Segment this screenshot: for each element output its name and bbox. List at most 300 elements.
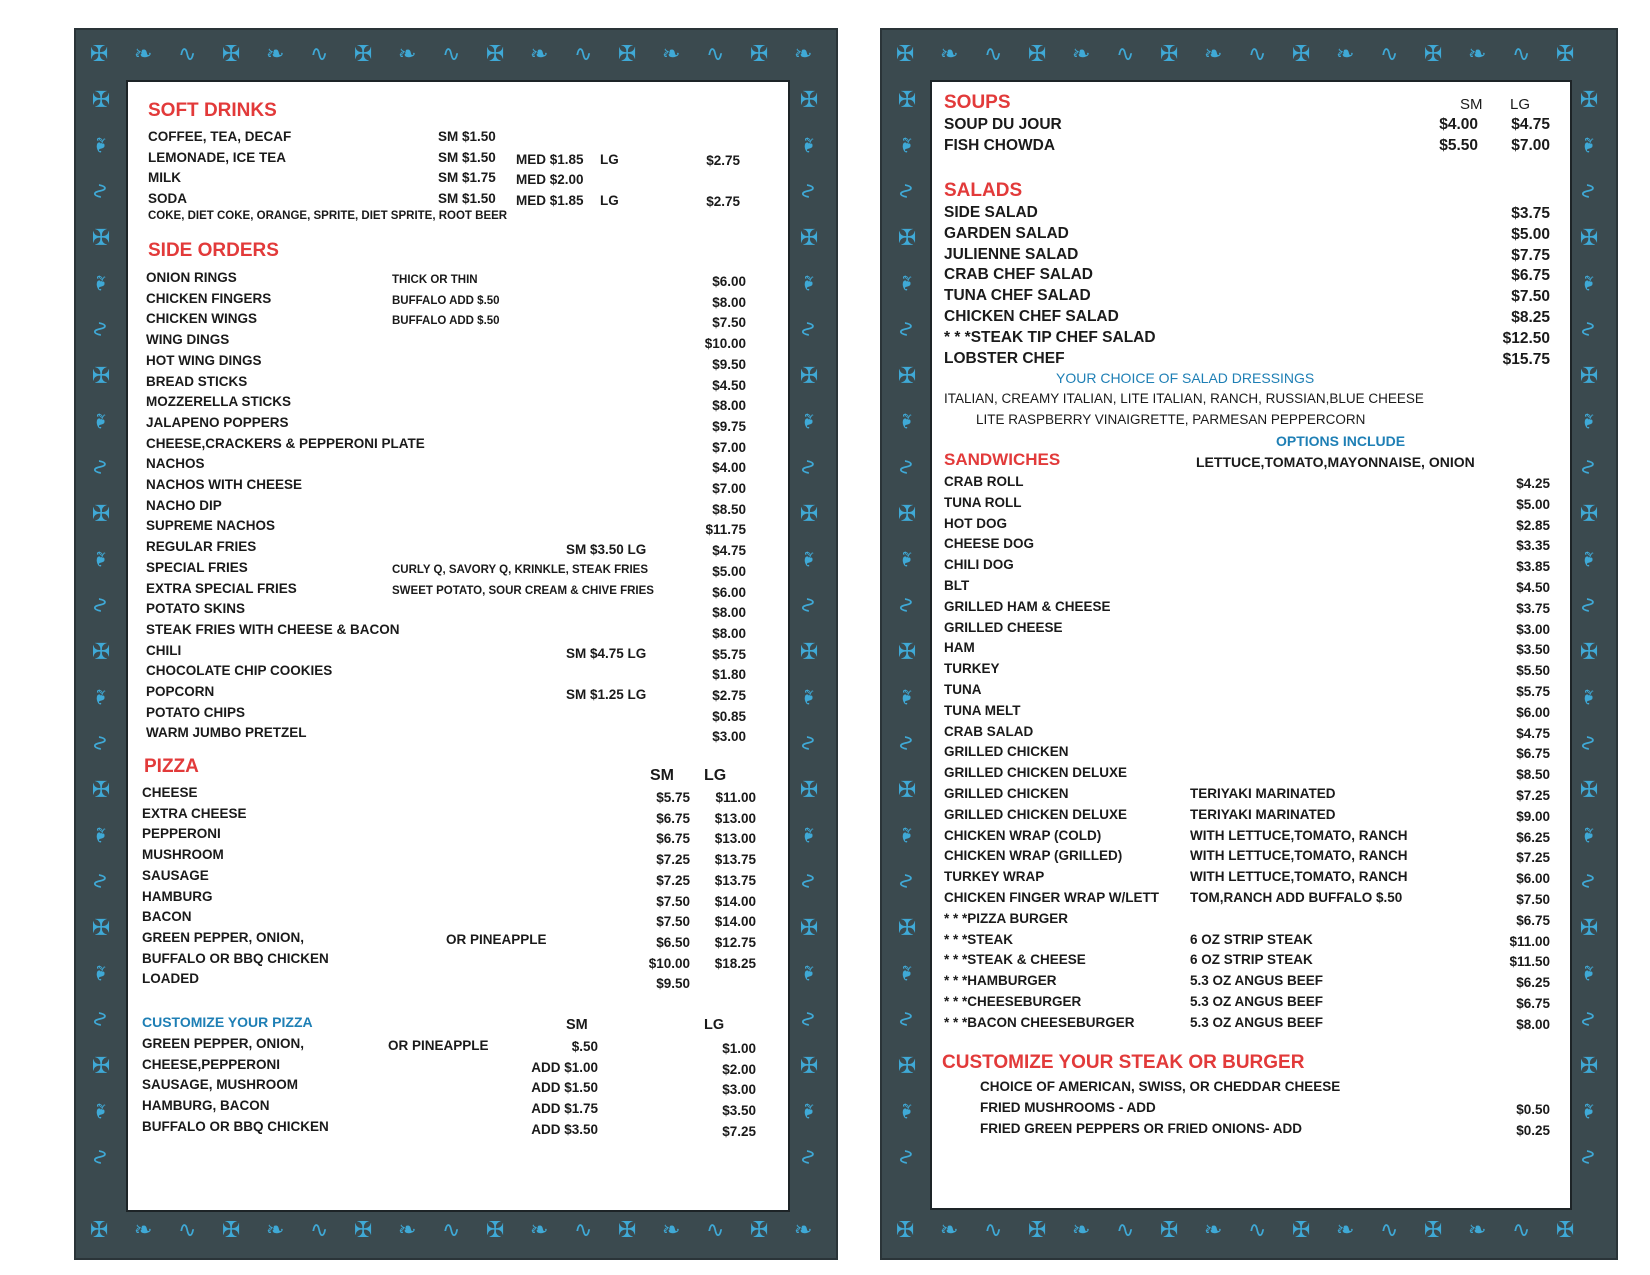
- menu-item-price-lg: $14.00: [714, 893, 756, 909]
- menu-item-price: $3.00: [712, 729, 746, 745]
- menu-item-price-sm: $6.75: [656, 831, 690, 847]
- menu-item-price-sm: ADD $3.50: [531, 1121, 598, 1137]
- menu-item-price: $8.50: [712, 501, 746, 517]
- ornament-icon: ∿: [178, 42, 197, 67]
- ornament-icon: ❧: [134, 42, 153, 67]
- ornament-icon: ✠: [795, 365, 821, 385]
- menu-item-note: SWEET POTATO, SOUR CREAM & CHIVE FRIES: [392, 584, 654, 597]
- ornament-icon: ❧: [1336, 42, 1355, 67]
- menu-item-note: WITH LETTUCE,TOMATO, RANCH: [1190, 869, 1408, 885]
- menu-page-left: [74, 28, 838, 1260]
- ornament-icon: ❧: [87, 135, 113, 155]
- menu-item-price-sm: SM $1.50: [438, 129, 496, 144]
- menu-item-name: GRILLED HAM & CHEESE: [944, 598, 1111, 614]
- ornament-icon: ∿: [574, 1218, 593, 1243]
- ornament-icon: ❧: [893, 825, 919, 845]
- menu-item-price: $4.00: [712, 460, 746, 476]
- menu-item-price: $12.50: [1502, 329, 1550, 347]
- menu-item-name: GRILLED CHEESE: [944, 619, 1063, 635]
- menu-item-name: PEPPERONI: [142, 826, 221, 842]
- menu-item-price: $8.00: [712, 605, 746, 621]
- ornament-icon: ✠: [1575, 779, 1601, 799]
- ornament-icon: ❧: [134, 1218, 153, 1243]
- menu-item-name: * * *HAMBURGER: [944, 973, 1057, 989]
- ornament-icon: ✠: [222, 42, 241, 67]
- menu-item-name: CRAB ROLL: [944, 474, 1024, 489]
- menu-item-name: MOZZERELLA STICKS: [146, 394, 291, 410]
- ornament-icon: ❧: [940, 1218, 959, 1243]
- ornament-icon: ❧: [1468, 1218, 1487, 1243]
- ornament-icon: ❧: [1575, 135, 1601, 155]
- menu-item-name: SAUSAGE: [142, 867, 209, 883]
- ornament-icon: ✠: [486, 1218, 505, 1243]
- menu-item-name: WING DINGS: [146, 332, 230, 348]
- menu-item-name: SOUP DU JOUR: [944, 116, 1062, 133]
- ornament-icon: ✠: [87, 89, 113, 109]
- ornament-icon: ✠: [354, 1218, 373, 1243]
- ornament-icon: ✠: [87, 779, 113, 799]
- ornament-icon: ❧: [893, 963, 919, 983]
- ornament-icon: ✠: [1556, 1218, 1575, 1243]
- ornament-icon: ∿: [1248, 42, 1267, 67]
- menu-item-price: $15.75: [1502, 350, 1550, 368]
- ornament-icon: ❧: [893, 1101, 919, 1121]
- menu-item-price-lg: $1.00: [722, 1041, 756, 1056]
- menu-item-name: CHILI: [146, 642, 182, 658]
- menu-item-price: $3.75: [1511, 205, 1550, 222]
- menu-item-size-prices: SM $4.75 LG: [566, 645, 647, 661]
- menu-item-name: SPECIAL FRIES: [146, 559, 248, 575]
- ornament-icon: ∿: [1575, 733, 1601, 753]
- ornament-icon: ✠: [795, 779, 821, 799]
- menu-item-price: $6.00: [712, 274, 746, 289]
- menu-item-price: $9.75: [712, 418, 746, 434]
- menu-item-name: GREEN PEPPER, ONION,: [142, 929, 305, 945]
- menu-item-price-lg: $11.00: [715, 790, 756, 805]
- menu-item-note: WITH LETTUCE,TOMATO, RANCH: [1190, 848, 1408, 864]
- menu-item-name: LOBSTER CHEF: [944, 349, 1065, 367]
- ornament-icon: ✠: [90, 42, 109, 67]
- ornament-icon: ❧: [1336, 1218, 1355, 1243]
- menu-item-note: WITH LETTUCE,TOMATO, RANCH: [1190, 827, 1408, 843]
- menu-item-price: $6.00: [1516, 704, 1550, 720]
- menu-item-name: EXTRA CHEESE: [142, 805, 247, 821]
- ornament-icon: ✠: [222, 1218, 241, 1243]
- ornament-icon: ∿: [1512, 42, 1531, 67]
- ornament-icon: ✠: [618, 1218, 637, 1243]
- menu-item-name: CHOICE OF AMERICAN, SWISS, OR CHEDDAR CHEESE: [980, 1079, 1341, 1094]
- menu-item-price: $11.75: [705, 522, 746, 538]
- menu-item-price: $7.00: [712, 439, 746, 455]
- ornament-icon: ✠: [1424, 1218, 1443, 1243]
- ornament-icon: ∿: [795, 1009, 821, 1029]
- ornament-icon: ✠: [896, 42, 915, 67]
- menu-item-name: HAM: [944, 640, 975, 656]
- menu-item-price: $4.50: [712, 377, 746, 393]
- menu-item-price: $6.75: [1516, 746, 1550, 762]
- menu-item-name: EXTRA SPECIAL FRIES: [146, 580, 297, 596]
- ornament-icon: ✠: [87, 1055, 113, 1075]
- ornament-icon: ✠: [795, 641, 821, 661]
- menu-item-price: $11.50: [1509, 954, 1550, 970]
- ornament-icon: ∿: [795, 181, 821, 201]
- ornament-icon: ∿: [893, 733, 919, 753]
- salads-heading: SALADS: [944, 180, 1023, 201]
- ornament-icon: ✠: [893, 227, 919, 247]
- ornament-icon: ∿: [310, 42, 329, 67]
- ornament-icon: ❧: [940, 42, 959, 67]
- ornament-icon: ❧: [266, 42, 285, 67]
- ornament-icon: ❧: [1575, 1101, 1601, 1121]
- menu-item-price-sm: $7.25: [656, 872, 690, 888]
- ornament-icon: ❧: [795, 273, 821, 293]
- menu-item-note: TERIYAKI MARINATED: [1190, 786, 1336, 801]
- ornament-icon: ✠: [1575, 1055, 1601, 1075]
- menu-item-note: 5.3 OZ ANGUS BEEF: [1190, 1014, 1324, 1030]
- menu-item-price-sm: SM $1.50: [438, 191, 496, 207]
- ornament-icon: ✠: [1160, 42, 1179, 67]
- ornament-icon: ❧: [893, 411, 919, 431]
- ornament-icon: ∿: [87, 1009, 113, 1029]
- menu-item-note: TOM,RANCH ADD BUFFALO $.50: [1190, 890, 1403, 905]
- ornament-icon: ❧: [893, 549, 919, 569]
- menu-item-price: $8.50: [1516, 767, 1550, 783]
- menu-item-price: $2.75: [706, 152, 740, 168]
- menu-item-price: $0.25: [1516, 1122, 1550, 1138]
- ornament-icon: ❧: [795, 549, 821, 569]
- ornament-icon: ❧: [87, 1101, 113, 1121]
- menu-content-left: [126, 80, 790, 1212]
- menu-item-name: FRIED GREEN PEPPERS OR FRIED ONIONS- ADD: [980, 1120, 1303, 1136]
- ornament-icon: ❧: [87, 273, 113, 293]
- menu-item-note: BUFFALO ADD $.50: [392, 294, 500, 307]
- ornament-icon: ✠: [486, 42, 505, 67]
- ornament-icon: ✠: [893, 1055, 919, 1075]
- ornament-icon: ∿: [1380, 42, 1399, 67]
- ornament-icon: ✠: [1028, 42, 1047, 67]
- menu-item-name: SODA: [148, 191, 188, 207]
- menu-item-name: GRILLED CHICKEN DELUXE: [944, 765, 1128, 781]
- ornament-icon: ∿: [87, 1147, 113, 1167]
- menu-item-note: 5.3 OZ ANGUS BEEF: [1190, 973, 1324, 989]
- ornament-icon: ❧: [87, 825, 113, 845]
- menu-item-price-sm: $5.50: [1439, 137, 1478, 154]
- ornament-icon: ∿: [1380, 1218, 1399, 1243]
- ornament-icon: ∿: [1575, 457, 1601, 477]
- ornament-icon: ✠: [1292, 42, 1311, 67]
- menu-item-price-lg: $3.50: [722, 1103, 756, 1119]
- menu-item-price-lg: $3.00: [722, 1082, 756, 1098]
- menu-item-price: $3.50: [1516, 642, 1550, 658]
- menu-item-price-lg: $13.75: [714, 852, 756, 868]
- menu-item-name: CHICKEN WRAP (COLD): [944, 827, 1102, 843]
- menu-item-name: HOT DOG: [944, 515, 1007, 531]
- menu-item-price-sm: $5.75: [656, 790, 690, 805]
- ornament-icon: ✠: [750, 42, 769, 67]
- menu-item-price: $6.75: [1511, 267, 1550, 285]
- menu-item-price: $7.25: [1516, 850, 1550, 866]
- menu-item-name: WARM JUMBO PRETZEL: [146, 725, 307, 741]
- menu-item-price: $5.00: [712, 563, 746, 579]
- ornament-icon: ∿: [1248, 1218, 1267, 1243]
- menu-item-note: 6 OZ STRIP STEAK: [1190, 952, 1313, 968]
- ornament-icon: ∿: [574, 42, 593, 67]
- ornament-icon: ∿: [795, 871, 821, 891]
- menu-item-price: $5.00: [1516, 496, 1550, 512]
- menu-item-price-med: MED $1.85: [516, 193, 584, 209]
- ornament-icon: ∿: [795, 733, 821, 753]
- menu-item-name: LEMONADE, ICE TEA: [148, 149, 287, 165]
- ornament-icon: ❧: [1468, 42, 1487, 67]
- ornament-icon: ✠: [90, 1218, 109, 1243]
- menu-item-price: $7.50: [712, 315, 746, 331]
- menu-item-name: JULIENNE SALAD: [944, 245, 1079, 263]
- ornament-icon: ∿: [87, 733, 113, 753]
- menu-item-name: * * *STEAK TIP CHEF SALAD: [944, 328, 1156, 346]
- ornament-icon: ∿: [87, 319, 113, 339]
- salad-dressings-heading: YOUR CHOICE OF SALAD DRESSINGS: [1056, 370, 1315, 386]
- menu-item-note: THICK OR THIN: [392, 274, 478, 286]
- menu-item-price: $8.25: [1511, 309, 1550, 326]
- ornament-icon: ∿: [442, 1218, 461, 1243]
- menu-item-price: $4.75: [712, 543, 746, 559]
- menu-item-name: HAMBURG, BACON: [142, 1098, 270, 1114]
- menu-item-price-sm: $7.50: [656, 914, 690, 930]
- ornament-icon: ✠: [87, 503, 113, 523]
- ornament-icon: ❧: [1575, 411, 1601, 431]
- ornament-icon: ❧: [1072, 42, 1091, 67]
- ornament-icon: ❧: [530, 42, 549, 67]
- soft-drinks-heading: SOFT DRINKS: [148, 100, 277, 121]
- menu-item-price: $6.25: [1516, 829, 1550, 845]
- menu-item-note: 5.3 OZ ANGUS BEEF: [1190, 994, 1324, 1009]
- menu-item-price: $10.00: [704, 336, 746, 352]
- ornament-icon: ❧: [266, 1218, 285, 1243]
- menu-item-price: $4.50: [1516, 580, 1550, 595]
- customize-sm-header: SM: [566, 1017, 588, 1033]
- ornament-icon: ✠: [795, 917, 821, 937]
- menu-item-price: $3.85: [1516, 559, 1550, 575]
- menu-item-name: TUNA CHEF SALAD: [944, 287, 1091, 305]
- ornament-icon: ∿: [1575, 181, 1601, 201]
- menu-item-price: $4.75: [1516, 725, 1550, 741]
- menu-item-name: SAUSAGE, MUSHROOM: [142, 1077, 299, 1093]
- menu-item-name: POPCORN: [146, 684, 215, 699]
- menu-item-name: CHICKEN FINGER WRAP W/LETT: [944, 890, 1159, 905]
- menu-item-name: HOT WING DINGS: [146, 352, 262, 368]
- ornament-icon: ✠: [1575, 89, 1601, 109]
- menu-item-name: TUNA: [944, 682, 982, 697]
- ornament-icon: ∿: [178, 1218, 197, 1243]
- ornament-icon: ❧: [794, 1218, 813, 1243]
- menu-item-note: OR PINEAPPLE: [388, 1038, 489, 1053]
- ornament-icon: ✠: [1292, 1218, 1311, 1243]
- ornament-icon: ❧: [893, 273, 919, 293]
- soups-sm-header: SM: [1460, 96, 1483, 113]
- menu-item-name: MILK: [148, 170, 181, 186]
- ornament-icon: ∿: [1512, 1218, 1531, 1243]
- menu-item-name: CHEESE: [142, 785, 198, 800]
- ornament-icon: ❧: [795, 963, 821, 983]
- ornament-icon: ❧: [1575, 273, 1601, 293]
- menu-item-name: TURKEY: [944, 661, 1000, 677]
- menu-item-price-lg: $13.00: [714, 810, 756, 826]
- menu-item-name: GRILLED CHICKEN: [944, 786, 1069, 801]
- menu-item-name: BREAD STICKS: [146, 373, 248, 389]
- menu-item-price-sm: $7.25: [656, 852, 690, 868]
- menu-item-name: SUPREME NACHOS: [146, 518, 276, 534]
- salad-dressings-line-1: ITALIAN, CREAMY ITALIAN, LITE ITALIAN, RANCH, RUSSIAN,BLUE CHEESE: [944, 391, 1424, 406]
- menu-item-name: JALAPENO POPPERS: [146, 414, 289, 430]
- ornament-icon: ∿: [984, 42, 1003, 67]
- ornament-icon: ∿: [1575, 1147, 1601, 1167]
- menu-item-name: * * *PIZZA BURGER: [944, 910, 1069, 926]
- ornament-icon: ❧: [795, 1101, 821, 1121]
- menu-item-size-prices: SM $3.50 LG: [566, 542, 647, 558]
- ornament-icon: ✠: [1575, 503, 1601, 523]
- menu-item-price-sm: SM $1.75: [438, 170, 496, 186]
- customize-steak-heading: CUSTOMIZE YOUR STEAK OR BURGER: [942, 1052, 1305, 1073]
- menu-item-name: CHICKEN CHEF SALAD: [944, 308, 1119, 325]
- menu-item-price: $1.80: [712, 667, 746, 683]
- menu-item-price: $3.35: [1516, 538, 1550, 554]
- ornament-icon: ✠: [87, 365, 113, 385]
- menu-item-price: $8.00: [712, 294, 746, 310]
- menu-item-price-sm: $9.50: [656, 976, 690, 992]
- menu-item-name: CHILI DOG: [944, 557, 1014, 573]
- menu-item-name: STEAK FRIES WITH CHEESE & BACON: [146, 621, 400, 637]
- menu-item-price-sm: $.50: [571, 1039, 598, 1054]
- ornament-icon: ✠: [795, 503, 821, 523]
- menu-item-price: $9.50: [712, 356, 746, 372]
- menu-item-name: ONION RINGS: [146, 270, 237, 285]
- menu-item-note: 6 OZ STRIP STEAK: [1190, 931, 1313, 947]
- menu-item-price: $2.75: [712, 688, 746, 703]
- menu-item-size-prices: SM $1.25 LG: [566, 687, 647, 702]
- ornament-icon: ❧: [662, 1218, 681, 1243]
- menu-item-name: BACON: [142, 909, 192, 925]
- ornament-icon: ✠: [893, 641, 919, 661]
- ornament-icon: ✠: [893, 89, 919, 109]
- menu-item-price-sm: $6.75: [656, 810, 690, 826]
- menu-item-lg-label: LG: [600, 193, 619, 209]
- menu-item-price: $2.85: [1516, 517, 1550, 533]
- menu-item-note: BUFFALO ADD $.50: [392, 315, 500, 328]
- menu-item-note: TERIYAKI MARINATED: [1190, 806, 1336, 822]
- menu-item-name: CHOCOLATE CHIP COOKIES: [146, 663, 333, 679]
- ornament-icon: ❧: [87, 963, 113, 983]
- menu-item-price-sm: $6.50: [656, 934, 690, 950]
- ornament-icon: ❧: [794, 42, 813, 67]
- pizza-sm-header: SM: [650, 767, 674, 784]
- menu-item-name: BUFFALO OR BBQ CHICKEN: [142, 1118, 329, 1134]
- customize-lg-header: LG: [704, 1017, 725, 1033]
- ornament-icon: ∿: [893, 319, 919, 339]
- menu-content-right: [930, 80, 1572, 1210]
- ornament-icon: ✠: [893, 917, 919, 937]
- menu-item-name: BLT: [944, 578, 970, 593]
- ornament-icon: ✠: [1575, 641, 1601, 661]
- menu-item-price-lg: $2.00: [722, 1061, 756, 1077]
- menu-item-price: $6.00: [1516, 871, 1550, 887]
- menu-item-name: * * *STEAK: [944, 931, 1014, 947]
- ornament-icon: ❧: [795, 135, 821, 155]
- menu-item-price: $5.50: [1516, 663, 1550, 679]
- menu-item-price: $0.85: [712, 708, 746, 724]
- menu-item-price: $6.25: [1516, 975, 1550, 991]
- ornament-icon: ✠: [1160, 1218, 1179, 1243]
- ornament-icon: ❧: [893, 687, 919, 707]
- menu-item-price-sm: ADD $1.75: [531, 1101, 598, 1117]
- options-include-heading: OPTIONS INCLUDE: [1276, 433, 1406, 449]
- ornament-icon: ✠: [1556, 42, 1575, 67]
- menu-page-right: [880, 28, 1618, 1260]
- menu-item-name: * * *BACON CHEESEBURGER: [944, 1014, 1135, 1030]
- ornament-icon: ❧: [398, 1218, 417, 1243]
- menu-item-price: $8.00: [712, 398, 746, 414]
- menu-item-name: SIDE SALAD: [944, 204, 1038, 221]
- ornament-icon: ✠: [795, 89, 821, 109]
- ornament-icon: ❧: [893, 135, 919, 155]
- menu-item-price: $4.25: [1516, 476, 1550, 491]
- menu-item-name: TUNA MELT: [944, 702, 1021, 718]
- ornament-icon: ✠: [1424, 42, 1443, 67]
- menu-item-name: CHEESE,PEPPERONI: [142, 1056, 281, 1072]
- menu-item-name: BUFFALO OR BBQ CHICKEN: [142, 950, 329, 966]
- ornament-icon: ❧: [795, 825, 821, 845]
- ornament-icon: ∿: [795, 457, 821, 477]
- menu-item-price: $11.00: [1509, 933, 1550, 949]
- ornament-icon: ∿: [893, 181, 919, 201]
- ornament-icon: ∿: [893, 457, 919, 477]
- menu-item-name: TUNA ROLL: [944, 494, 1022, 510]
- menu-item-price: $2.75: [706, 194, 740, 210]
- salad-dressings-line-2: LITE RASPBERRY VINAIGRETTE, PARMESAN PEPPERCORN: [976, 412, 1366, 427]
- ornament-icon: ∿: [1575, 319, 1601, 339]
- menu-item-name: CRAB CHEF SALAD: [944, 266, 1093, 284]
- menu-item-price: $6.75: [1516, 996, 1550, 1011]
- menu-item-price: $5.75: [712, 646, 746, 662]
- ornament-icon: ❧: [795, 411, 821, 431]
- ornament-icon: ∿: [795, 319, 821, 339]
- customize-pizza-heading: CUSTOMIZE YOUR PIZZA: [142, 1014, 313, 1030]
- menu-item-name: REGULAR FRIES: [146, 539, 257, 555]
- menu-item-price: $8.00: [712, 625, 746, 641]
- ornament-icon: ∿: [795, 1147, 821, 1167]
- menu-item-name: CHEESE DOG: [944, 536, 1035, 552]
- menu-item-lg-label: LG: [600, 151, 619, 167]
- ornament-icon: ∿: [87, 871, 113, 891]
- menu-item-name: * * *STEAK & CHEESE: [944, 952, 1086, 968]
- ornament-icon: ✠: [1028, 1218, 1047, 1243]
- menu-item-price-lg: $13.00: [714, 831, 756, 847]
- ornament-icon: ❧: [530, 1218, 549, 1243]
- menu-item-price-med: MED $1.85: [516, 151, 584, 167]
- menu-item-price-lg: $18.25: [714, 955, 756, 971]
- menu-item-name: * * *CHEESEBURGER: [944, 994, 1082, 1009]
- menu-item-name: FRIED MUSHROOMS - ADD: [980, 1099, 1156, 1115]
- ornament-icon: ∿: [1116, 42, 1135, 67]
- ornament-icon: ✠: [893, 779, 919, 799]
- menu-item-name: GREEN PEPPER, ONION,: [142, 1036, 305, 1051]
- soda-flavors-note: COKE, DIET COKE, ORANGE, SPRITE, DIET SPRITE, ROOT BEER: [148, 210, 508, 222]
- ornament-icon: ✠: [618, 42, 637, 67]
- menu-item-price: $7.25: [1516, 788, 1550, 803]
- menu-item-name: CHICKEN WINGS: [146, 311, 257, 327]
- menu-item-price: $6.00: [712, 584, 746, 600]
- ornament-icon: ∿: [1575, 1009, 1601, 1029]
- menu-item-name: GRILLED CHICKEN: [944, 744, 1069, 760]
